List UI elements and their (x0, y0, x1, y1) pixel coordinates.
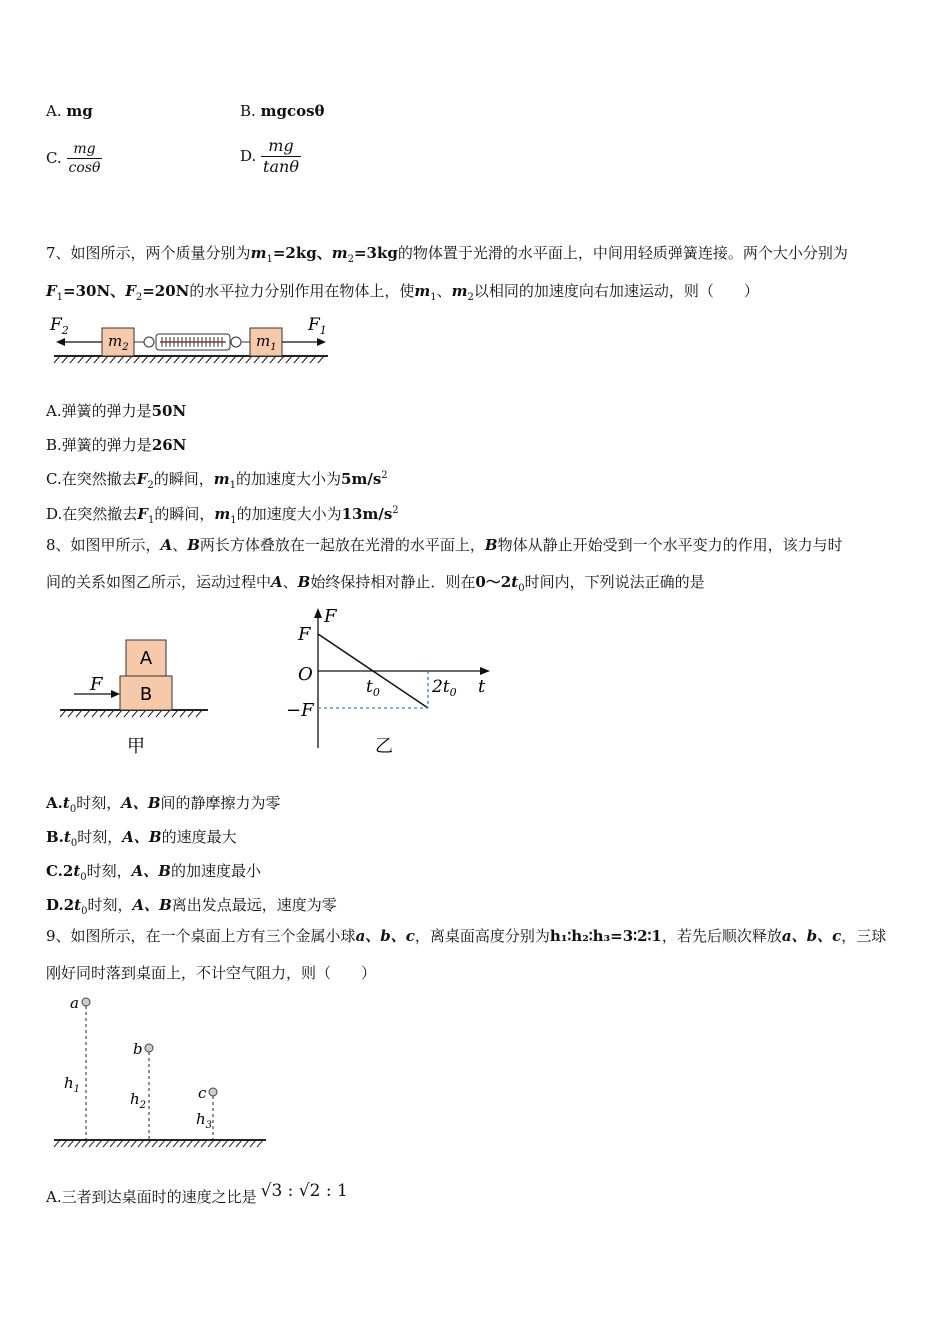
option-text: 的加速度最小 (171, 862, 262, 880)
hatch-mark (148, 710, 154, 717)
sub: 1 (230, 515, 237, 526)
q9-stem-line1 (46, 929, 886, 944)
var: A、B (132, 896, 172, 914)
sub: 0 (70, 838, 78, 849)
question-number: 7、 (46, 244, 71, 262)
hatch-mark (246, 356, 252, 363)
stem-text: 刚好同时落到桌面上，不计空气阻力，则（ ） (46, 964, 377, 982)
var: F (136, 470, 148, 488)
var: m (250, 244, 267, 262)
stem-text: 间的关系如图乙所示，运动过程中 (46, 573, 272, 591)
q7-option-a (46, 400, 186, 421)
sub: 2 (347, 254, 354, 265)
hatch-mark (150, 356, 156, 363)
hatch-mark (60, 710, 66, 717)
var: m (214, 505, 231, 523)
hatch-mark (108, 710, 114, 717)
y-top-label: F (298, 624, 311, 645)
stem-text: 的水平拉力分别作用在物体上，使 (189, 282, 415, 300)
y-neg-label: −F (286, 700, 314, 721)
caption-yi: 乙 (375, 736, 393, 757)
label-b: b (133, 1040, 143, 1058)
hatch-mark (238, 356, 244, 363)
hatch-mark (62, 356, 68, 363)
hatch-mark (152, 1140, 158, 1147)
stem-text: 两长方体叠放在一起放在光滑的水平面上， (199, 536, 485, 554)
option-label: C.2 (46, 862, 74, 880)
hatch-mark (222, 1140, 228, 1147)
hatch-mark (302, 356, 308, 363)
sub: 2 (147, 480, 154, 491)
q6-option-c (46, 142, 102, 175)
hatch-mark (190, 356, 196, 363)
option-text: 的加速度大小为 (236, 505, 342, 523)
sub: 1 (229, 480, 237, 491)
label-F: F (90, 674, 103, 695)
sep: 、 (282, 573, 298, 591)
q6-option-a (46, 104, 93, 119)
option-text: 的瞬间， (154, 505, 215, 523)
value: =2kg、 (272, 244, 332, 262)
q8-figure-yi (282, 604, 498, 760)
option-label: C. (46, 149, 62, 167)
option-text: 弹簧的弹力是 (61, 436, 152, 454)
hatch-mark (172, 710, 178, 717)
q8-option-c (46, 860, 261, 883)
value: =30N、 (63, 282, 126, 300)
fraction (67, 142, 103, 175)
hatch-mark (164, 710, 170, 717)
label-h1: $h_1$ (64, 1074, 81, 1095)
hatch-mark (229, 1140, 235, 1147)
option-text: 离出发点最远，速度为零 (171, 896, 337, 914)
arrow-right (282, 338, 326, 346)
hatch-mark (250, 1140, 256, 1147)
hatch-mark (208, 1140, 214, 1147)
var: F (46, 282, 57, 300)
hatch-lines (54, 356, 324, 363)
denominator: tanθ (263, 157, 299, 176)
hatch-mark (124, 710, 130, 717)
option-value: 13m/s (341, 505, 393, 523)
hatch-mark (54, 1140, 60, 1147)
denominator: cosθ (68, 160, 101, 176)
option-text: 弹簧的弹力是 (61, 402, 152, 420)
var: m (331, 244, 348, 262)
stem-text: 以相同的加速度向右加速运动，则（ ） (473, 282, 759, 300)
hatch-mark (194, 1140, 200, 1147)
hatch-mark (262, 356, 268, 363)
sub: 2 (467, 292, 474, 303)
hatch-mark (138, 1140, 144, 1147)
hatch-mark (196, 710, 202, 717)
q9-option-a (46, 1181, 348, 1207)
hatch-mark (70, 356, 76, 363)
var: F (125, 282, 136, 300)
option-text: 在突然撤去 (62, 505, 138, 523)
option-label: A. (46, 402, 62, 420)
hatch-mark (132, 710, 138, 717)
hatch-mark (318, 356, 324, 363)
q7-option-b (46, 434, 186, 455)
hatch-mark (214, 356, 220, 363)
hatch-mark (215, 1140, 221, 1147)
hatch-mark (61, 1140, 67, 1147)
stem-text: 如图所示，两个质量分别为 (70, 244, 251, 262)
hatch-mark (145, 1140, 151, 1147)
sep: 、 (172, 536, 188, 554)
var: t (73, 862, 81, 880)
q8-option-b (46, 826, 237, 849)
option-label: D.2 (46, 896, 75, 914)
hatch-mark (278, 356, 284, 363)
hatch-mark (236, 1140, 242, 1147)
hatch-mark (206, 356, 212, 363)
numerator: mg (73, 141, 96, 157)
sub: 0 (81, 906, 88, 917)
option-value: 50N (151, 402, 187, 420)
var: t (62, 794, 70, 812)
hatch-mark (94, 356, 100, 363)
hatch-mark (92, 710, 98, 717)
hatch-mark (286, 356, 292, 363)
option-label: B. (46, 828, 64, 846)
option-text: 的加速度大小为 (236, 470, 342, 488)
var: a、b、c (781, 927, 842, 945)
ball-a (82, 998, 90, 1006)
sup: 2 (381, 470, 388, 481)
option-label: A. (46, 794, 63, 812)
arrow-left (56, 338, 102, 346)
hatch-mark (100, 710, 106, 717)
sup: 2 (392, 505, 399, 516)
hatch-mark (142, 356, 148, 363)
hatch-mark (166, 1140, 172, 1147)
y-axis-label: F (324, 606, 337, 627)
hatch-mark (89, 1140, 95, 1147)
label-h2: $h_2$ (130, 1090, 147, 1111)
stem-text: 物体从静止开始受到一个水平变力的作用，该力与时 (497, 536, 843, 554)
var: B (187, 536, 200, 554)
hatch-mark (187, 1140, 193, 1147)
origin-label: O (298, 664, 313, 685)
q7-spring-figure (46, 312, 336, 368)
label-c: c (198, 1084, 207, 1102)
q8-stem-line2 (46, 575, 705, 594)
var: t (63, 828, 71, 846)
label-A: A (139, 648, 153, 669)
var: t (74, 896, 82, 914)
hatch-mark (230, 356, 236, 363)
var: B (484, 536, 498, 554)
stem-text: 如图所示，在一个桌面上方有三个金属小球 (70, 927, 356, 945)
q8-option-a (46, 792, 281, 815)
option-label: D. (46, 505, 63, 523)
var: F (137, 505, 148, 523)
q8-figure-jia (56, 632, 216, 760)
hatch-mark (78, 356, 84, 363)
sub: 0 (80, 872, 87, 883)
sub: 1 (147, 515, 155, 526)
option-text: 三者到达桌面时的速度之比是 (61, 1188, 257, 1206)
caption-jia: 甲 (127, 736, 145, 757)
ball-c (209, 1088, 217, 1096)
value: =3kg (353, 244, 398, 262)
hatch-mark (110, 1140, 116, 1147)
var: A (160, 536, 173, 554)
hatch-mark (75, 1140, 81, 1147)
spring (134, 334, 250, 350)
label-F2: $F_2$ (50, 315, 69, 337)
hatch-mark (198, 356, 204, 363)
q7-option-d (46, 503, 399, 526)
hatch-mark (84, 710, 90, 717)
ball-b (145, 1044, 153, 1052)
stem-text: ，三球 (841, 927, 887, 945)
hatch-mark (131, 1140, 137, 1147)
option-label: B. (240, 102, 256, 120)
hatch-mark (116, 710, 122, 717)
hatch-mark (222, 356, 228, 363)
q7-option-c (46, 468, 388, 491)
var: A (271, 573, 283, 591)
option-label: D. (240, 147, 257, 165)
option-text: 时刻， (86, 862, 132, 880)
t2-label: $2t_0$ (432, 677, 457, 699)
hatch-mark (96, 1140, 102, 1147)
q9-balls-figure (50, 992, 272, 1152)
var: m (451, 282, 468, 300)
q8-option-d (46, 894, 337, 917)
hatch-mark (174, 356, 180, 363)
option-text: 的速度最大 (161, 828, 237, 846)
hatch-mark (257, 1140, 263, 1147)
sub: 0 (69, 804, 77, 815)
var: t (511, 573, 519, 591)
value: h₁∶h₂∶h₃=3∶2∶1 (549, 927, 662, 945)
hatch-mark (173, 1140, 179, 1147)
fraction (261, 138, 301, 175)
hatch-mark (110, 356, 116, 363)
q7-stem-line1 (46, 246, 848, 265)
stem-text: ，若先后顺次释放 (661, 927, 782, 945)
var: B (297, 573, 311, 591)
numerator: mg (268, 136, 294, 155)
hatch-mark (156, 710, 162, 717)
option-text: mg (66, 102, 93, 120)
hatch-mark (159, 1140, 165, 1147)
q8-stem-line1 (46, 538, 843, 553)
hatch-mark (68, 1140, 74, 1147)
value: 0～2 (475, 573, 512, 591)
option-text: 时刻， (76, 794, 122, 812)
stem-text: 始终保持相对静止．则在 (310, 573, 476, 591)
q7-stem-line2: $F_1=30N$、$F_2=20N$的水平拉力分别作用在物体上，使$m_1$、$m_2$以相同的加速度向右加速运动，则（ ） (46, 282, 759, 303)
t0-label: $t_0$ (366, 677, 380, 699)
var: A、B (121, 794, 161, 812)
hatch-mark (82, 1140, 88, 1147)
question-number: 9、 (46, 927, 71, 945)
hatch-mark (54, 356, 60, 363)
hatch-mark (76, 710, 82, 717)
hatch-mark (126, 356, 132, 363)
q9-stem-line2 (46, 966, 376, 981)
q6-option-b (240, 104, 325, 119)
label-m1: $m_1$ (256, 332, 277, 353)
label-m2: $m_2$ (108, 332, 129, 353)
option-label: C. (46, 470, 62, 488)
hatch-mark (243, 1140, 249, 1147)
hatch-mark (180, 1140, 186, 1147)
option-text: 在突然撤去 (61, 470, 137, 488)
q6-option-d (240, 138, 301, 175)
hatch-mark (158, 356, 164, 363)
option-ratio: √3 : √2 : 1 (260, 1181, 348, 1201)
sub: 0 (518, 583, 525, 594)
axes (314, 608, 490, 748)
stem-text: 如图甲所示， (70, 536, 161, 554)
option-text: 时刻， (77, 828, 123, 846)
var: m (213, 470, 230, 488)
hatch-mark (124, 1140, 130, 1147)
var: m (414, 282, 431, 300)
hatch-mark (201, 1140, 207, 1147)
sub: 2 (135, 292, 143, 303)
option-text: mgcosθ (260, 102, 325, 120)
hatch-mark (118, 356, 124, 363)
var: A、B (122, 828, 162, 846)
hatch-mark (117, 1140, 123, 1147)
label-a: a (70, 994, 79, 1012)
option-label: B. (46, 436, 62, 454)
sub: 1 (56, 292, 64, 303)
label-h3: $h_3$ (196, 1110, 213, 1131)
stem-text: 的物体置于光滑的水平面上，中间用轻质弹簧连接。两个大小分别为 (397, 244, 848, 262)
var: a、b、c (355, 927, 415, 945)
hatch-mark (310, 356, 316, 363)
question-number: 8、 (46, 536, 71, 554)
stem-text: 时间内，下列说法正确的是 (524, 573, 705, 591)
stem-text: ，离桌面高度分别为 (414, 927, 550, 945)
hatch-mark (188, 710, 194, 717)
option-text: 间的静摩擦力为零 (160, 794, 281, 812)
label-F1: $F_1$ (308, 315, 327, 337)
hatch-mark (270, 356, 276, 363)
sub: 1 (266, 254, 273, 265)
hatch-mark (166, 356, 172, 363)
value: =20N (142, 282, 190, 300)
hatch-mark (103, 1140, 109, 1147)
hatch-mark (134, 356, 140, 363)
hatch-mark (294, 356, 300, 363)
hatch-mark (102, 356, 108, 363)
hatch-mark (182, 356, 188, 363)
hatch-mark (254, 356, 260, 363)
hatch-mark (68, 710, 74, 717)
sub: 1 (430, 292, 437, 303)
hatch-mark (86, 356, 92, 363)
hatch-mark (180, 710, 186, 717)
option-label: A. (46, 1188, 62, 1206)
option-value: 5m/s (341, 470, 382, 488)
x-axis-label: t (478, 676, 486, 697)
option-value: 26N (151, 436, 187, 454)
option-text: 的瞬间， (153, 470, 214, 488)
var: A、B (131, 862, 171, 880)
hatch-mark (140, 710, 146, 717)
option-text: 时刻， (87, 896, 133, 914)
option-label: A. (46, 102, 62, 120)
label-B: B (139, 684, 153, 705)
